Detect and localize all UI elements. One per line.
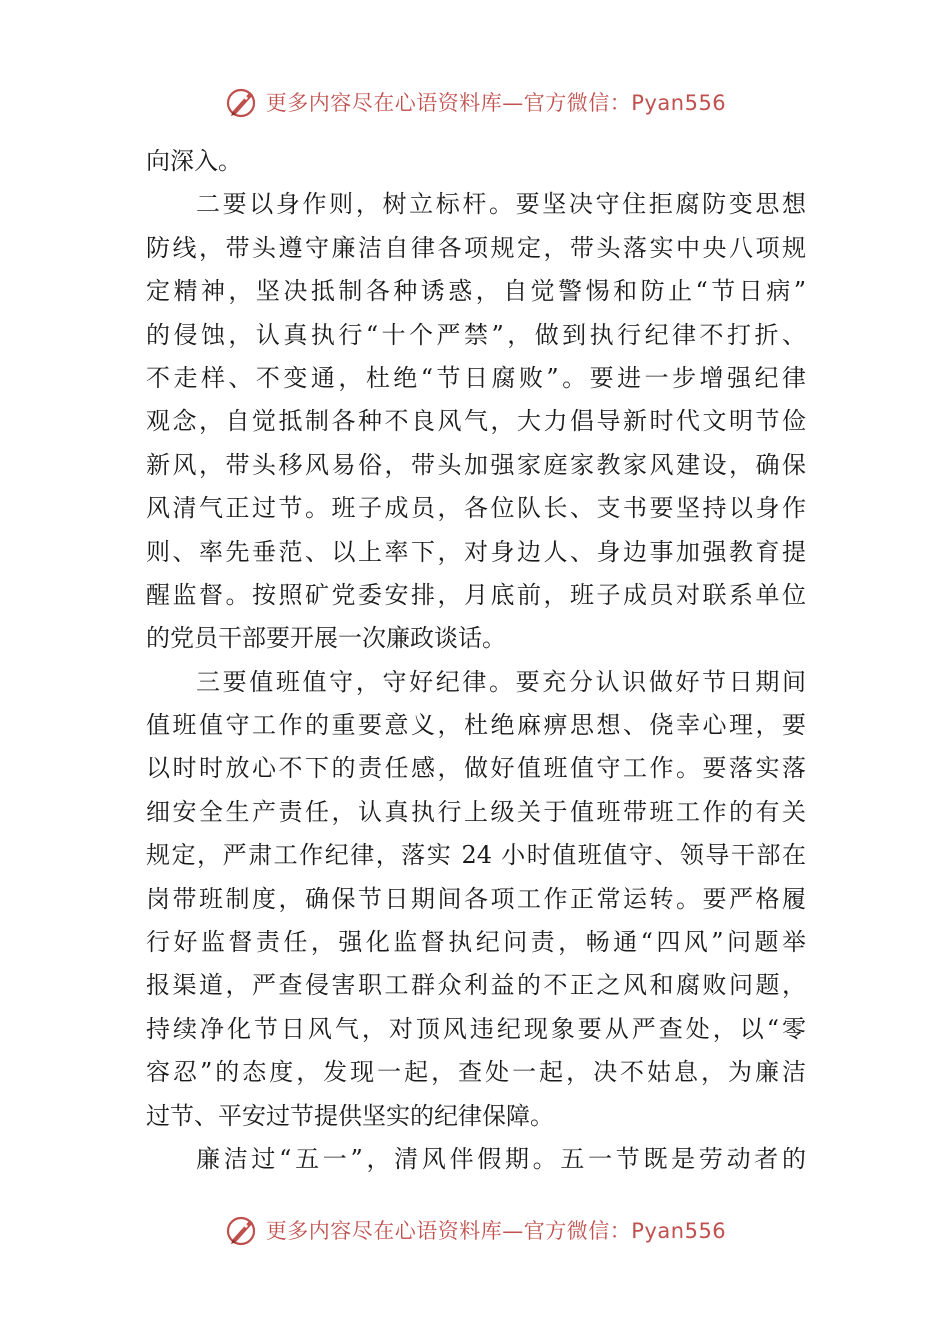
text-line: 三要值班值守，守好纪律。要充分认识做好节日期间	[196, 667, 806, 696]
text-line: 的侵蚀，认真执行“十个严禁”，做到执行纪律不打折、	[146, 320, 806, 349]
text-line: 则、率先垂范、以上率下，对身边人、身边事加强教育提	[146, 537, 806, 566]
text-line: 细安全生产责任，认真执行上级关于值班带班工作的有关	[146, 797, 806, 826]
text-line: 新风，带头移风易俗，带头加强家庭家教家风建设，确保	[146, 450, 806, 479]
text-line: 持续净化节日风气，对顶风违纪现象要从严查处，以“零	[146, 1014, 806, 1043]
text-line: 风清气正过节。班子成员，各位队长、支书要坚持以身作	[146, 494, 806, 523]
pen-nib-logo-icon	[224, 1212, 260, 1248]
pen-nib-logo-icon	[224, 84, 260, 120]
watermark-text: 更多内容尽在心语资料库—官方微信：Pyan556	[265, 91, 727, 115]
text-line: 二要以身作则，树立标杆。要坚决守住拒腐防变思想	[196, 190, 806, 219]
text-line: 醒监督。按照矿党委安排，月底前，班子成员对联系单位	[146, 580, 806, 609]
watermark-text: 更多内容尽在心语资料库—官方微信：Pyan556	[265, 1219, 727, 1243]
text-line: 过节、平安过节提供坚实的纪律保障。	[146, 1101, 554, 1130]
header-watermark-banner	[0, 80, 950, 124]
text-line: 向深入。	[146, 147, 242, 175]
text-line: 廉洁过“五一”，清风伴假期。五一节既是劳动者的	[196, 1144, 806, 1173]
text-line: 岗带班制度，确保节日期间各项工作正常运转。要严格履	[146, 884, 806, 913]
text-line: 的党员干部要开展一次廉政谈话。	[146, 624, 506, 653]
text-line: 定精神，坚决抵制各种诱惑，自觉警惕和防止“节日病”	[146, 277, 806, 306]
footer-watermark-banner	[0, 1208, 950, 1252]
document-body	[146, 140, 806, 1181]
text-line: 不走样、不变通，杜绝“节日腐败”。要进一步增强纪律	[146, 363, 806, 392]
text-line: 报渠道，严查侵害职工群众利益的不正之风和腐败问题，	[146, 971, 806, 1000]
text-line: 行好监督责任，强化监督执纪问责，畅通“四风”问题举	[146, 928, 806, 957]
text-line: 观念，自觉抵制各种不良风气，大力倡导新时代文明节俭	[146, 407, 806, 436]
text-line: 规定，严肃工作纪律，落实 24 小时值班值守、领导干部在	[146, 841, 806, 870]
text-line: 以时时放心不下的责任感，做好值班值守工作。要落实落	[146, 754, 806, 783]
text-line: 防线，带头遵守廉洁自律各项规定，带头落实中央八项规	[146, 233, 806, 262]
text-line: 容忍”的态度，发现一起，查处一起，决不姑息，为廉洁	[146, 1058, 806, 1087]
text-line: 值班值守工作的重要意义，杜绝麻痹思想、侥幸心理，要	[146, 711, 806, 740]
